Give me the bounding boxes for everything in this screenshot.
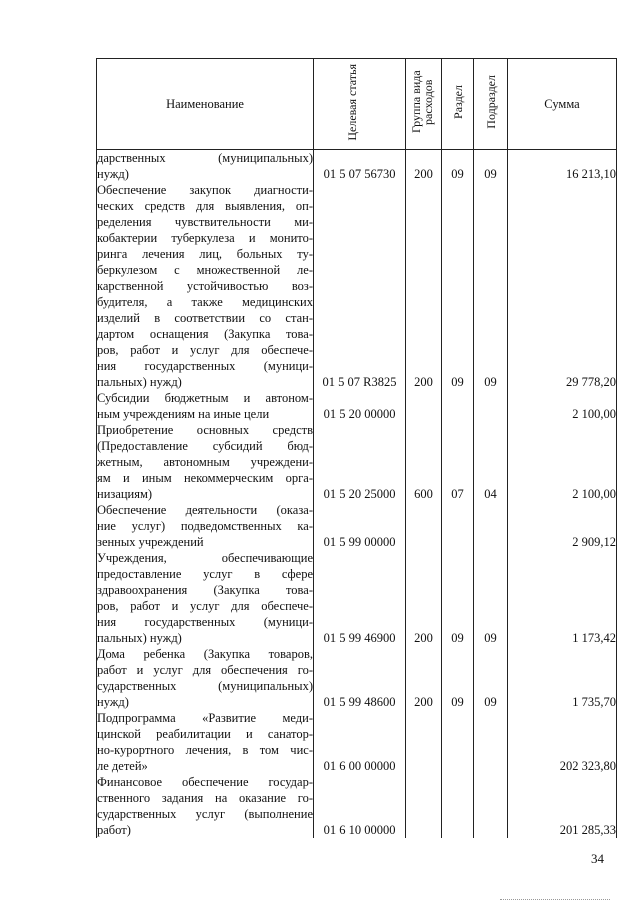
table-header-row [97, 59, 617, 150]
row-sum: 1 173,42 [508, 550, 617, 646]
row-section [442, 774, 474, 838]
row-subsection: 09 [474, 150, 508, 183]
row-section: 09 [442, 550, 474, 646]
row-name-line: изделий в соответствии со стан- [97, 311, 313, 325]
row-name [97, 422, 314, 502]
row-section: 07 [442, 422, 474, 502]
table-row [97, 150, 617, 183]
row-name-line: беркулезом с множественной ле- [97, 263, 313, 277]
header-name: Наименование [97, 59, 314, 150]
row-target: 01 5 99 46900 [314, 550, 406, 646]
row-section: 09 [442, 150, 474, 183]
row-name-line: цинской реабилитации и санатор- [97, 727, 313, 741]
row-subsection [474, 502, 508, 550]
table-row [97, 422, 617, 502]
row-name [97, 646, 314, 710]
row-name-line: Подпрограмма «Развитие меди- [97, 711, 313, 725]
row-name-line: Обеспечение закупок диагности- [97, 183, 313, 197]
table-row [97, 182, 617, 390]
row-name-line: ческих средств для выявления, оп- [97, 199, 313, 213]
row-name [97, 150, 314, 183]
header-section: Раздел [442, 59, 474, 150]
row-target: 01 5 07 R3825 [314, 182, 406, 390]
row-target: 01 5 20 00000 [314, 390, 406, 422]
row-group: 600 [406, 422, 442, 502]
table-row [97, 646, 617, 710]
row-name-line: предоставление услуг в сфере [97, 567, 313, 581]
row-target: 01 6 10 00000 [314, 774, 406, 838]
row-section [442, 390, 474, 422]
row-name-line: ным учреждениям на иные цели [97, 407, 270, 421]
row-name-line: ределения чувствительности ми- [97, 215, 313, 229]
row-sum: 202 323,80 [508, 710, 617, 774]
row-sum: 29 778,20 [508, 182, 617, 390]
row-sum: 2 100,00 [508, 422, 617, 502]
row-name-line: дартом оснащения (Закупка това- [97, 327, 313, 341]
row-target: 01 5 07 56730 [314, 150, 406, 183]
row-name-line: нужд) [97, 695, 129, 709]
row-group [406, 710, 442, 774]
row-name-line: ринга лечения лиц, больных ту- [97, 247, 313, 261]
row-name-line: сударственных (муниципальных) [97, 679, 313, 693]
row-name-line: ние услуг) подведомственных ка- [97, 519, 313, 533]
row-name-line: ров, работ и услуг для обеспече- [97, 599, 313, 613]
row-name-line: здравоохранения (Закупка това- [97, 583, 313, 597]
row-name-line: нужд) [97, 167, 129, 181]
row-sum: 1 735,70 [508, 646, 617, 710]
row-name-line: ния государственных (муници- [97, 615, 313, 629]
row-name-line: ственного задания на оказание го- [97, 791, 313, 805]
row-name-line: сударственных услуг (выполнение [97, 807, 313, 821]
row-name-line: кобактерии туберкулеза и монито- [97, 231, 313, 245]
row-name [97, 550, 314, 646]
row-section: 09 [442, 646, 474, 710]
row-name-line: ям и иным некоммерческим орга- [97, 471, 313, 485]
table-row [97, 390, 617, 422]
row-name [97, 710, 314, 774]
row-name-line: пальных) нужд) [97, 631, 182, 645]
row-name-line: ле детей» [97, 759, 148, 773]
row-sum: 201 285,33 [508, 774, 617, 838]
row-name-line: будителя, а также медицинских [97, 295, 313, 309]
row-group: 200 [406, 550, 442, 646]
row-target: 01 5 99 00000 [314, 502, 406, 550]
scan-artifact-dots [500, 899, 610, 901]
row-subsection: 09 [474, 646, 508, 710]
header-sum: Сумма [508, 59, 617, 150]
row-section [442, 502, 474, 550]
row-subsection: 09 [474, 182, 508, 390]
row-name-line: ния государственных (муници- [97, 359, 313, 373]
row-name-line: Учреждения, обеспечивающие [97, 551, 313, 565]
table-row [97, 550, 617, 646]
row-name-line: ров, работ и услуг для обеспече- [97, 343, 313, 357]
row-name-line: Финансовое обеспечение государ- [97, 775, 313, 789]
row-name-line: работ и услуг для обеспечения го- [97, 663, 313, 677]
row-name-line: но-курортного лечения, в том чис- [97, 743, 313, 757]
row-subsection [474, 390, 508, 422]
row-name-line: жетным, автономным учреждени- [97, 455, 313, 469]
table-row [97, 710, 617, 774]
row-group: 200 [406, 182, 442, 390]
row-name-line: Субсидии бюджетным и автоном- [97, 391, 313, 405]
row-name [97, 182, 314, 390]
header-target: Целевая статья [314, 59, 406, 150]
row-name [97, 502, 314, 550]
row-subsection: 04 [474, 422, 508, 502]
row-name-line: Дома ребенка (Закупка товаров, [97, 647, 313, 661]
row-name-line: карственной устойчивостью воз- [97, 279, 313, 293]
row-sum: 2 909,12 [508, 502, 617, 550]
row-sum: 16 213,10 [508, 150, 617, 183]
row-group: 200 [406, 150, 442, 183]
header-group: Группа вида расходов [406, 59, 442, 150]
row-group: 200 [406, 646, 442, 710]
row-subsection [474, 774, 508, 838]
table-row [97, 502, 617, 550]
row-name-line: Обеспечение деятельности (оказа- [97, 503, 313, 517]
row-name-line: зенных учреждений [97, 535, 204, 549]
table-row [97, 774, 617, 838]
budget-table [96, 58, 617, 838]
row-subsection: 09 [474, 550, 508, 646]
row-name [97, 390, 314, 422]
row-name-line: (Предоставление субсидий бюд- [97, 439, 313, 453]
row-sum: 2 100,00 [508, 390, 617, 422]
row-name [97, 774, 314, 838]
row-name-line: Приобретение основных средств [97, 423, 313, 437]
row-group [406, 390, 442, 422]
row-name-line: низациям) [97, 487, 153, 501]
row-target: 01 6 00 00000 [314, 710, 406, 774]
row-subsection [474, 710, 508, 774]
row-target: 01 5 20 25000 [314, 422, 406, 502]
row-section: 09 [442, 182, 474, 390]
row-name-line: работ) [97, 823, 131, 837]
row-group [406, 502, 442, 550]
header-subsection: Подраздел [474, 59, 508, 150]
row-group [406, 774, 442, 838]
row-section [442, 710, 474, 774]
row-name-line: пальных) нужд) [97, 375, 182, 389]
row-name-line: дарственных (муниципальных) [97, 151, 313, 165]
page-number: 34 [591, 851, 604, 866]
row-target: 01 5 99 48600 [314, 646, 406, 710]
